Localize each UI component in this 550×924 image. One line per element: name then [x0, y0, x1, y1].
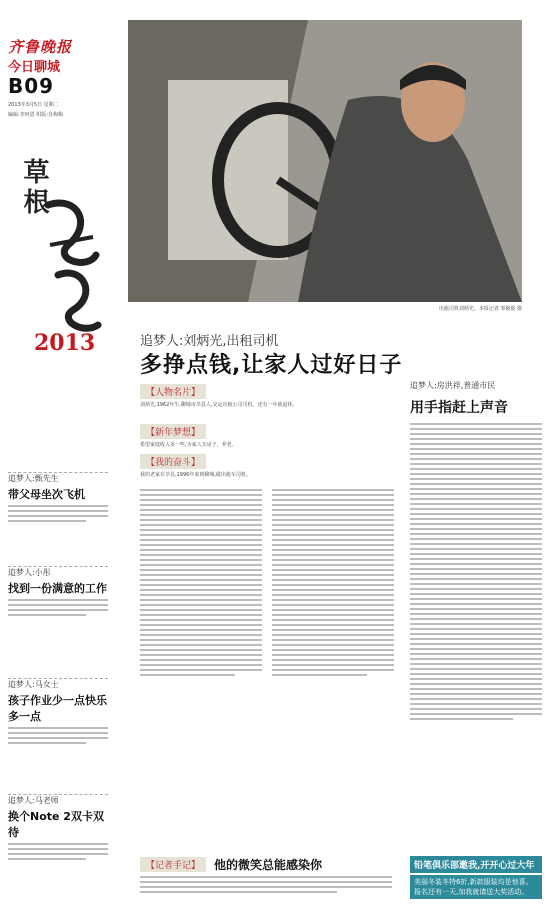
- card-text: [8, 505, 108, 522]
- editor-line: 编辑:李珂恩 组版:肖梅梅: [8, 112, 63, 118]
- feature-photo: [128, 20, 522, 302]
- promo-line: 美丽冬装冬特6折,新款服装均是惊喜。: [414, 878, 533, 886]
- side-label: 追梦人:房洪祥,普通市民: [410, 381, 496, 390]
- card-label: 追梦人:甄先生: [8, 474, 59, 483]
- column-text: [272, 489, 394, 676]
- article-column: [140, 486, 262, 679]
- column-text: [140, 489, 262, 676]
- card-text: [8, 843, 108, 860]
- driver-illustration: [128, 20, 522, 302]
- side-article: [410, 380, 542, 723]
- side-title: 用手指赶上声音: [410, 400, 508, 416]
- article-headline: 多挣点钱,让家人过好日子: [140, 353, 403, 378]
- newspaper-logo: 齐鲁晚报: [8, 38, 73, 56]
- notes-tag: 【记者手记】: [140, 857, 206, 872]
- article-subhead: 追梦人:刘炳光,出租司机: [140, 334, 279, 349]
- section-tag: 【新年梦想】: [140, 424, 206, 439]
- section-tag: 【我的奋斗】: [140, 454, 206, 469]
- card-title: 带父母坐次飞机: [8, 488, 85, 501]
- feature-title: 草根: [19, 158, 49, 218]
- rail-card: [8, 472, 108, 525]
- card-text: [8, 727, 108, 744]
- rail-card: [8, 566, 108, 619]
- section-text: 我的老家在莘县,1996年来到聊城,做出租车司机。: [140, 472, 251, 478]
- card-text: [8, 599, 108, 616]
- section-text: 刘炳光,1962年生,聊城市莘县人,交运出租公司司机。还有一年就退休。: [140, 402, 298, 408]
- card-label: 追梦人:小彤: [8, 568, 51, 577]
- promo-line: 报名还有一天,加我就请送大奖活动。: [414, 888, 529, 896]
- notes-text: [140, 876, 392, 893]
- info-box: [140, 450, 392, 479]
- reporter-notes: [140, 856, 392, 896]
- left-rail: [6, 10, 106, 920]
- card-label: 追梦人:马女士: [8, 680, 59, 689]
- promo-body: [410, 875, 542, 899]
- info-box: [140, 420, 392, 449]
- card-title: 找到一份满意的工作: [8, 582, 107, 595]
- info-box: [140, 380, 392, 409]
- section-tag: 【人物名片】: [140, 384, 206, 399]
- card-title: 孩子作业少一点快乐多一点: [8, 694, 107, 723]
- card-title: 换个Note 2双卡双待: [8, 810, 104, 839]
- side-text: [410, 423, 542, 720]
- section-name: 今日聊城: [8, 60, 61, 75]
- section-text: 希望家庭收入多一些,为家人买房子、养老。: [140, 442, 237, 448]
- promo-title: 铅笔俱乐部邀我,开开心过大年: [410, 856, 542, 873]
- card-label: 追梦人:马老师: [8, 796, 59, 805]
- notes-title: 他的微笑总能感染你: [214, 858, 323, 872]
- year: 2013: [34, 330, 96, 356]
- date-line: 2013年3月5日 星期二: [8, 102, 59, 108]
- page-number: B09: [8, 74, 55, 98]
- promo-box: [410, 856, 542, 899]
- photo-caption: 出租司机刘炳光。本报记者 邹俊俊 摄: [438, 306, 522, 312]
- article-column: [272, 486, 394, 679]
- rail-card: [8, 678, 108, 747]
- rail-card: [8, 794, 108, 863]
